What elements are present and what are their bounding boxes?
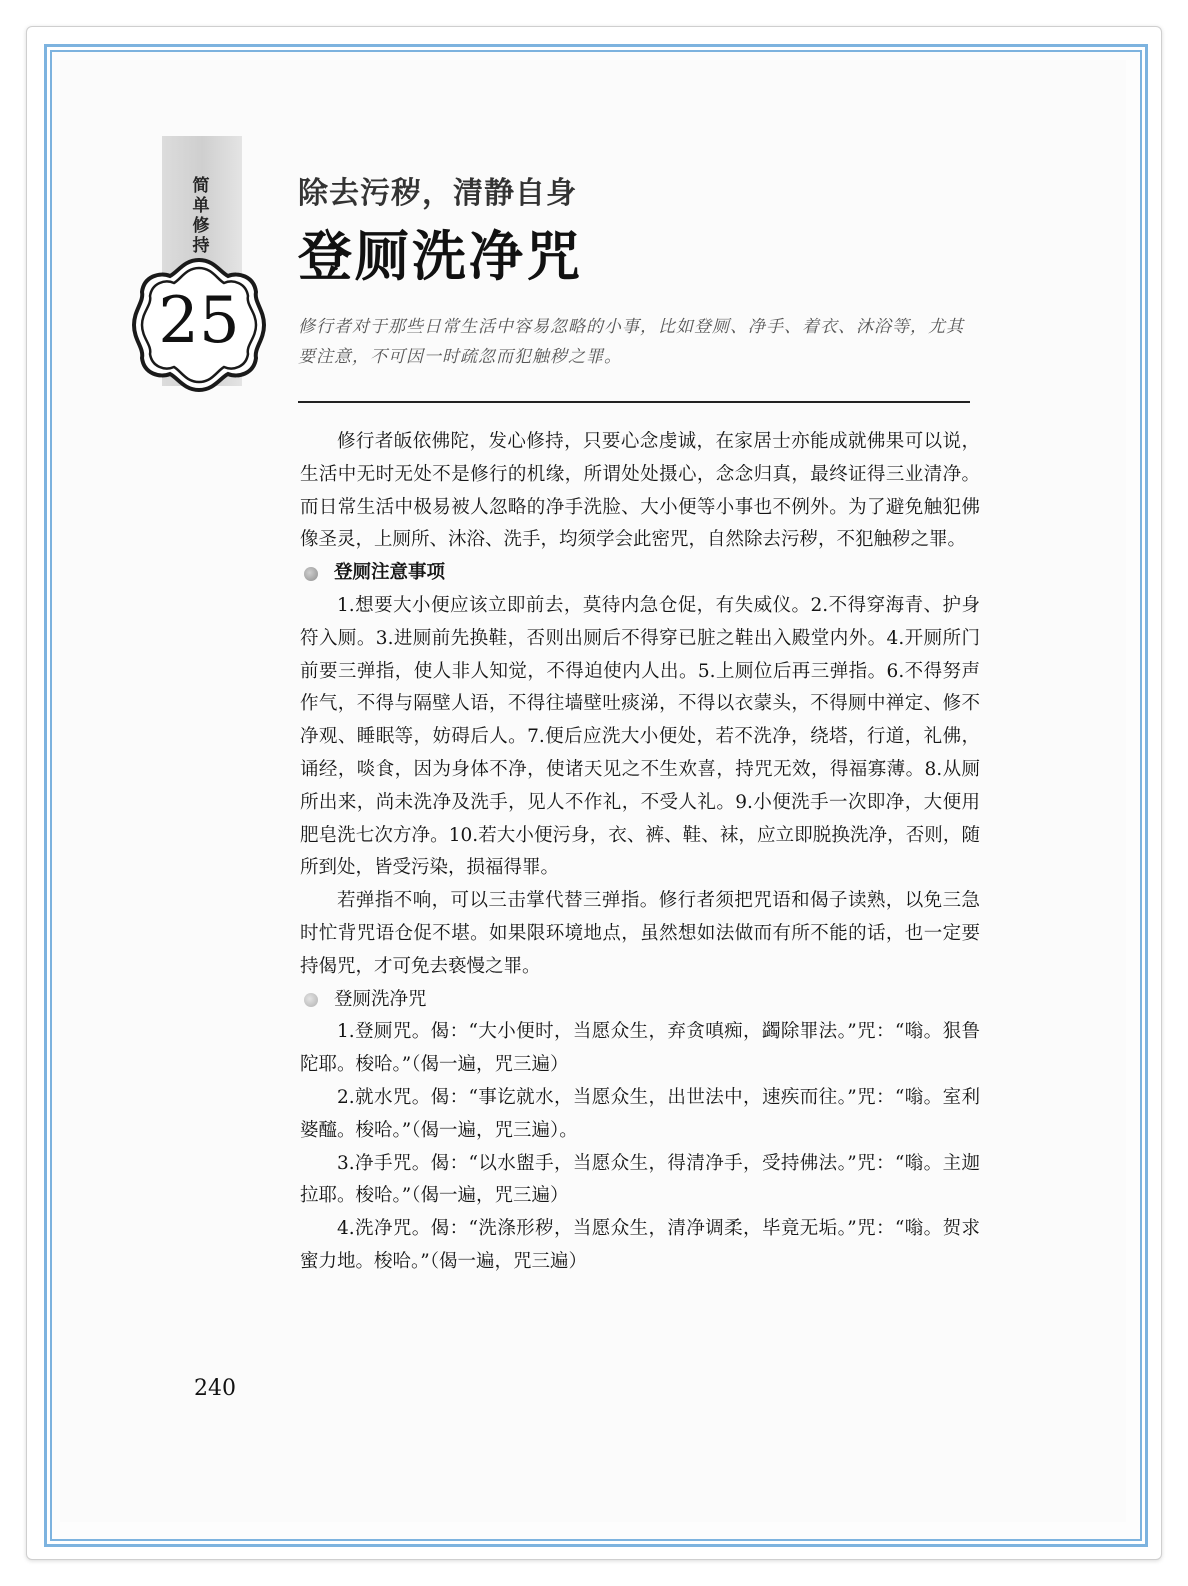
title-divider	[298, 401, 970, 403]
body-text	[300, 426, 980, 1279]
paragraph-snap: 若弹指不响，可以三击掌代替三弹指。修行者须把咒语和偈子读熟，以免三急时忙背咒语仓促不堪。如果限环境地点，虽然想如法做而有所不能的话，也一定要持偈咒，才可免去亵慢之罪。	[300, 890, 980, 977]
chapter-sidebar-label: 简单修持	[192, 176, 210, 256]
chapter-title: 登厕洗净咒	[298, 224, 583, 288]
page-number: 240	[194, 1376, 236, 1401]
chapter-number: 25	[158, 284, 240, 358]
section-heading-label: 登厕洗净咒	[334, 988, 427, 1010]
mantra-item: 2.就水咒。偈：“事讫就水，当愿众生，出世法中，速疾而往。”咒：“嗡。室利婆醯。梭哈。”（偈一遍，咒三遍）。	[300, 1086, 980, 1141]
mantra-item: 1.登厕咒。偈：“大小便时，当愿众生，弃贪嗔痴，蠲除罪法。”咒：“嗡。狠鲁陀耶。梭哈。”（偈一遍，咒三遍）	[300, 1021, 980, 1076]
bullet-icon	[304, 993, 318, 1007]
chapter-intro: 修行者对于那些日常生活中容易忽略的小事，比如登厕、净手、着衣、沐浴等，尤其要注意，不可因一时疏忽而犯触秽之罪。	[298, 317, 964, 367]
mantra-item: 4.洗净咒。偈：“洗涤形秽，当愿众生，清净调柔，毕竟无垢。”咒：“嗡。贺求蜜力地。梭哈。”（偈一遍，咒三遍）	[300, 1218, 980, 1272]
section-heading-precautions	[300, 557, 980, 590]
paragraph-precautions: 1.想要大小便应该立即前去，莫待内急仓促，有失威仪。2.不得穿海青、护身符入厕。3.进厕前先换鞋，否则出厕后不得穿已脏之鞋出入殿堂内外。4.开厕所门前要三弹指，使人非人知觉，不得迫使内人出。5.上厕位后再三弹指。6.不得努声作气，不得与隔壁人语，不得往墙壁吐痰涕，不得以衣蒙头，不得厕中禅定、修不净观、睡眠等，妨碍后人。7.便后应洗大小便处，若不洗净，绕塔，行道，礼佛，诵经，啖食，因为身体不净，使诸天见之不生欢喜，持咒无效，得福寡薄。8.从厕所出来，尚未洗净及洗手，见人不作礼，不受人礼。9.小便洗手一次即净，大便用肥皂洗七次方净。10.若大小便污身，衣、裤、鞋、袜，应立即脱换洗净，否则，随所到处，皆受污染，损福得罪。	[300, 594, 980, 879]
paragraph-intro: 修行者皈依佛陀，发心修持，只要心念虔诚，在家居士亦能成就佛果可以说，生活中无时无处不是修行的机缘，所谓处处摄心，念念归真，最终证得三业清净。而日常生活中极易被人忽略的净手洗脸、大小便等小事也不例外。为了避免触犯佛像圣灵，上厕所、沐浴、洗手，均须学会此密咒，自然除去污秽，不犯触秽之罪。	[300, 431, 980, 551]
chapter-subtitle: 除去污秽，清静自身	[298, 176, 577, 211]
section-heading-mantras	[300, 984, 980, 1017]
bullet-icon	[304, 567, 318, 581]
mantra-item: 3.净手咒。偈：“以水盥手，当愿众生，得清净手，受持佛法。”咒：“嗡。主迦拉耶。梭哈。”（偈一遍，咒三遍）	[300, 1152, 980, 1207]
section-heading-label: 登厕注意事项	[334, 562, 446, 584]
